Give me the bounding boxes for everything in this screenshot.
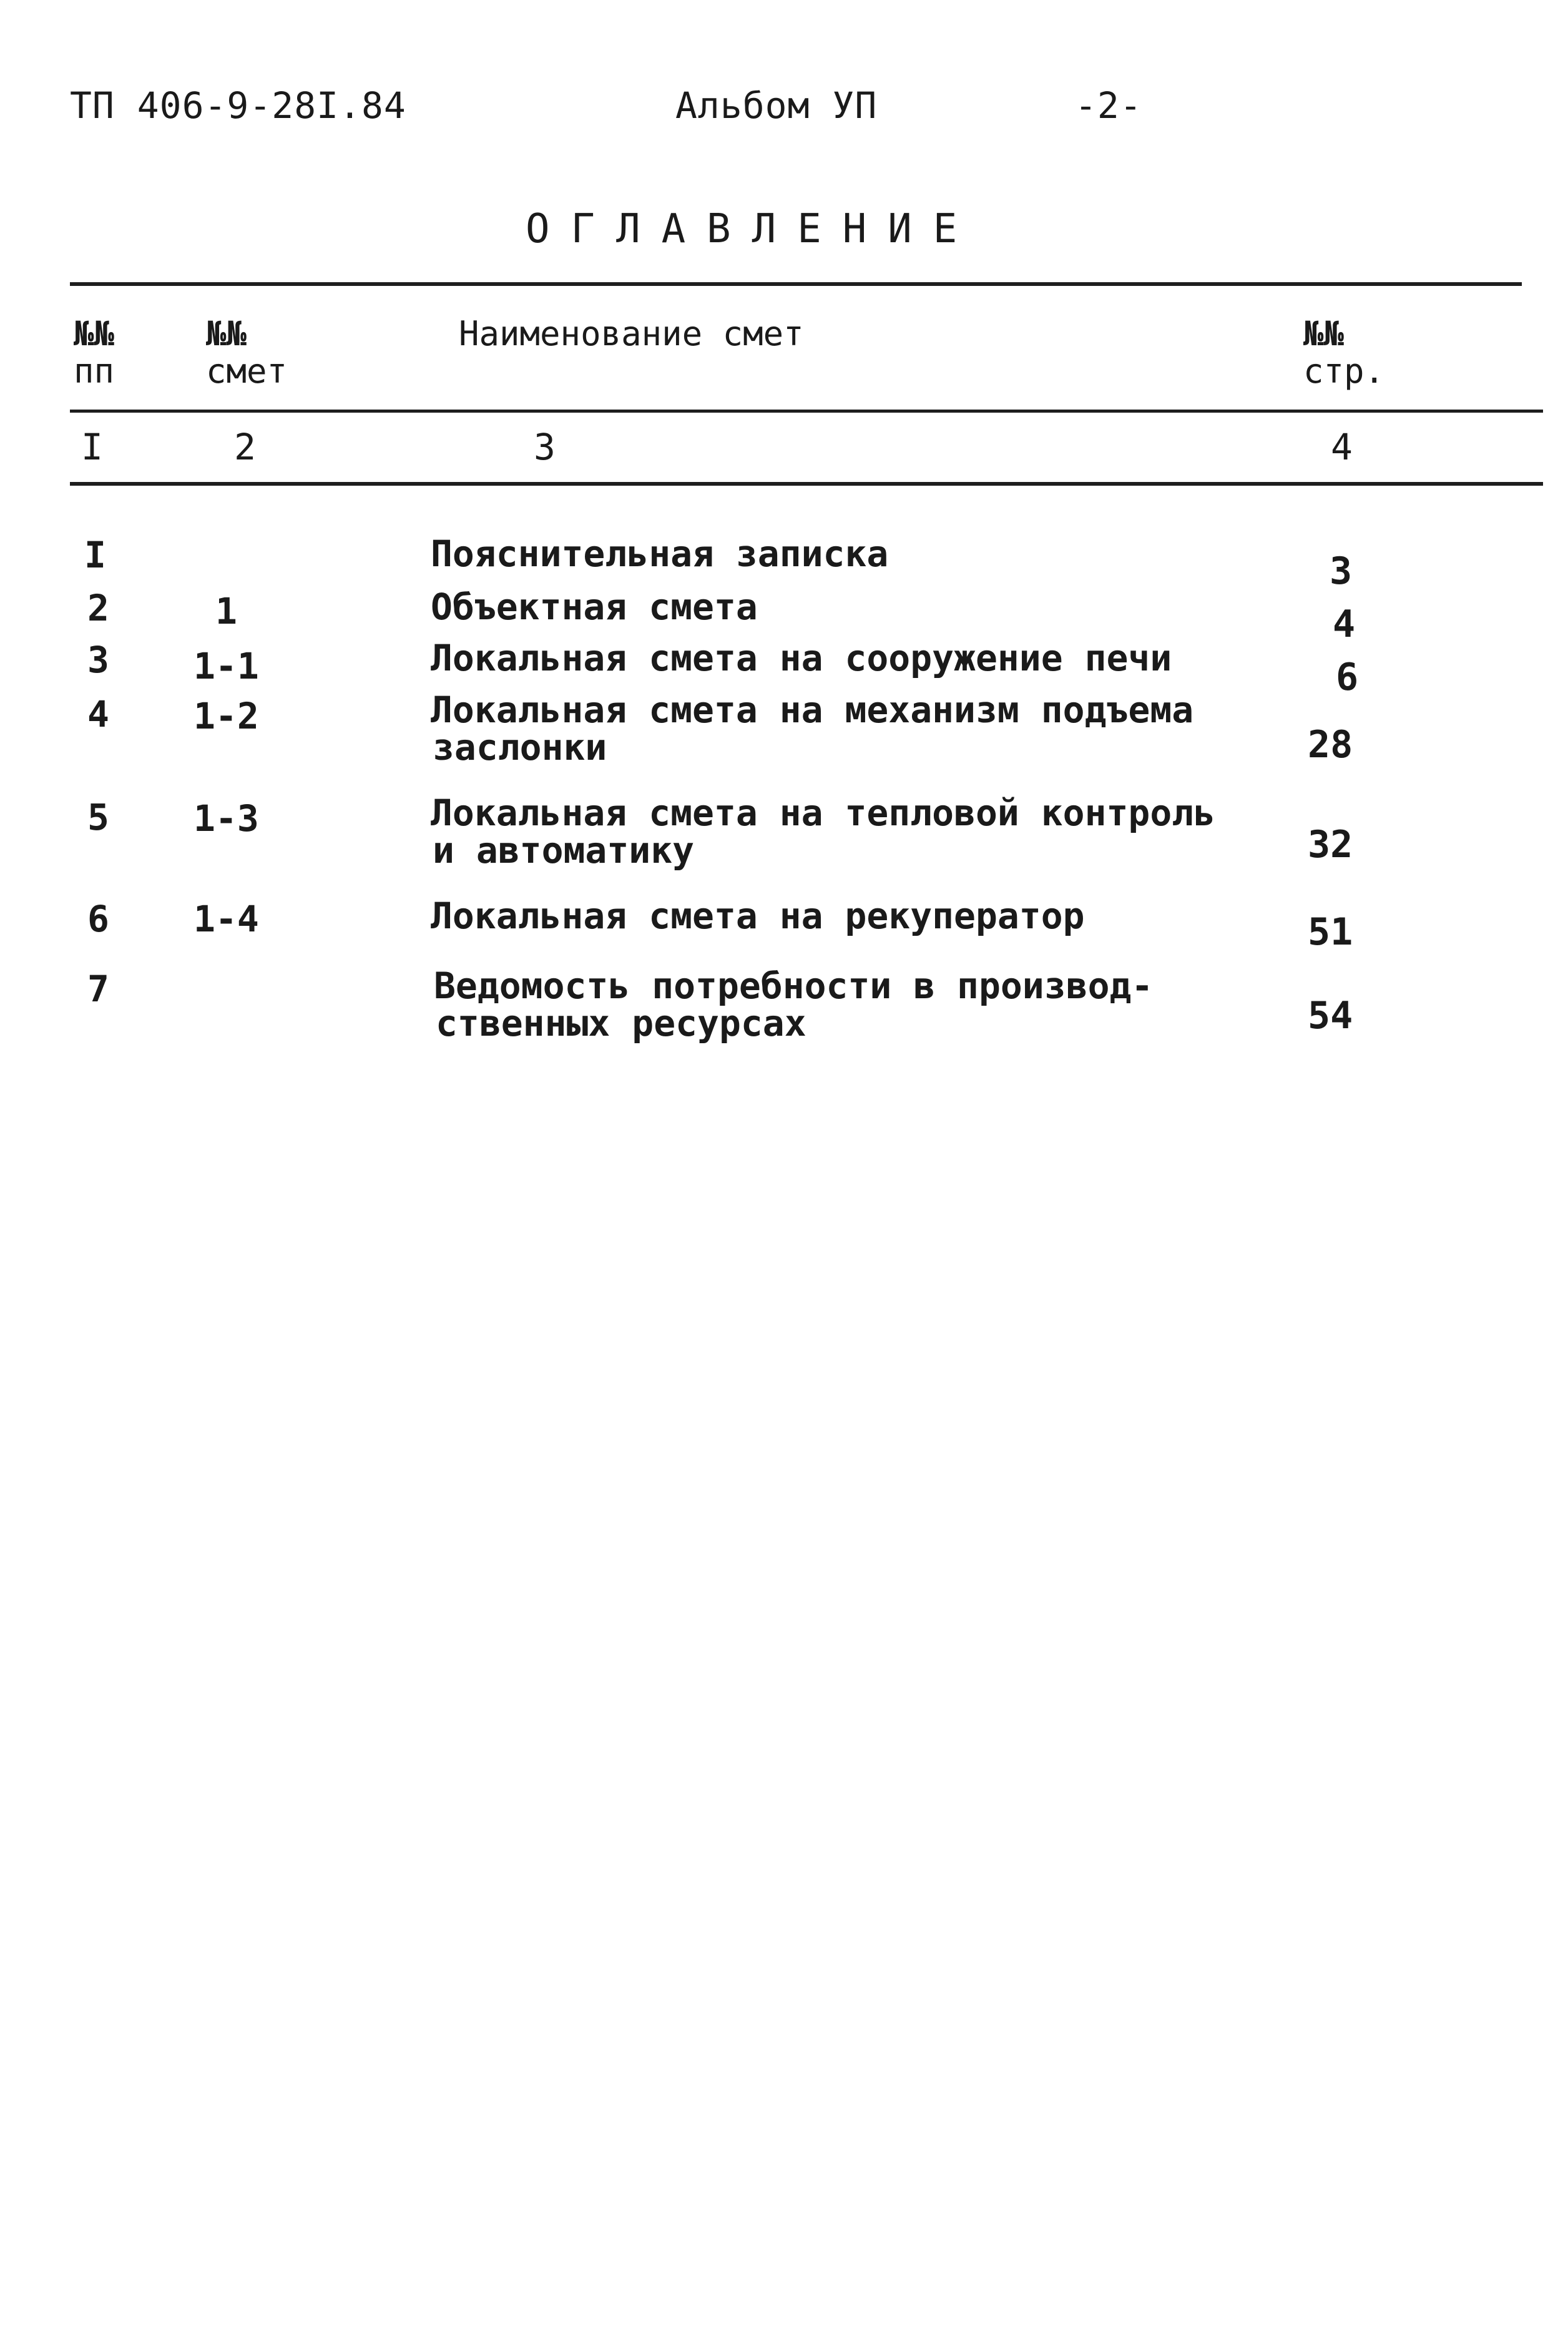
- col-number-2: 2: [234, 426, 256, 468]
- col-pp-label-1: №№: [74, 314, 115, 353]
- col-page-header: [1303, 315, 1384, 390]
- row-pp: 7: [87, 968, 109, 1010]
- row-page: 32: [1308, 823, 1353, 867]
- row-smet: 1-3: [194, 797, 259, 840]
- col-smet-header: [206, 315, 287, 390]
- row-name: Локальная смета на рекуператор: [431, 895, 1085, 937]
- row-smet: 1-4: [194, 898, 259, 940]
- row-page: 28: [1308, 723, 1353, 767]
- row-page: 4: [1333, 602, 1356, 646]
- row-name: Локальная смета на сооружение печи: [431, 637, 1172, 679]
- album-label: Альбом УП: [675, 84, 878, 127]
- header-rule: [70, 410, 1543, 413]
- col-page-label-1: №№: [1303, 314, 1345, 353]
- col-number-4: 4: [1331, 426, 1353, 468]
- table-top-rule: [70, 282, 1522, 286]
- row-pp: 4: [87, 693, 109, 735]
- document-code: ТП 406-9-28I.84: [70, 84, 406, 127]
- col-name-header: Наименование смет: [459, 314, 804, 353]
- row-name-line-2: заслонки: [433, 726, 607, 769]
- row-name: Объектная смета: [431, 586, 758, 628]
- col-number-3: 3: [534, 426, 556, 468]
- row-name-line-2: ственных ресурсах: [436, 1002, 806, 1044]
- row-page: 3: [1330, 549, 1353, 593]
- page-title: ОГЛАВЛЕНИЕ: [526, 206, 979, 252]
- row-name-line-2: и автоматику: [433, 829, 695, 872]
- col-page-label-2: стр.: [1303, 351, 1385, 391]
- col-number-1: I: [81, 426, 103, 468]
- row-pp: 2: [87, 587, 109, 629]
- col-pp-header: [74, 315, 114, 390]
- column-number-rule: [70, 482, 1543, 486]
- row-page: 51: [1308, 910, 1353, 954]
- col-pp-label-2: пп: [74, 351, 115, 391]
- row-pp: 6: [87, 898, 109, 940]
- row-pp: 5: [87, 796, 109, 838]
- row-pp: I: [84, 534, 106, 576]
- row-pp: 3: [87, 639, 109, 681]
- page-number: -2-: [1075, 84, 1142, 127]
- row-name-line-1: Локальная смета на механизм подъема: [431, 689, 1194, 731]
- row-name-line-1: Ведомость потребности в производ-: [434, 965, 1154, 1007]
- row-smet: 1-2: [194, 695, 259, 737]
- row-smet: 1: [215, 590, 237, 632]
- row-smet: 1-1: [194, 645, 259, 687]
- row-page: 6: [1336, 656, 1359, 699]
- row-name-line-1: Локальная смета на тепловой контроль: [431, 792, 1216, 834]
- col-smet-label-2: смет: [206, 351, 288, 391]
- row-page: 54: [1308, 994, 1353, 1038]
- col-smet-label-1: №№: [206, 314, 247, 353]
- row-name: Пояснительная записка: [431, 533, 889, 575]
